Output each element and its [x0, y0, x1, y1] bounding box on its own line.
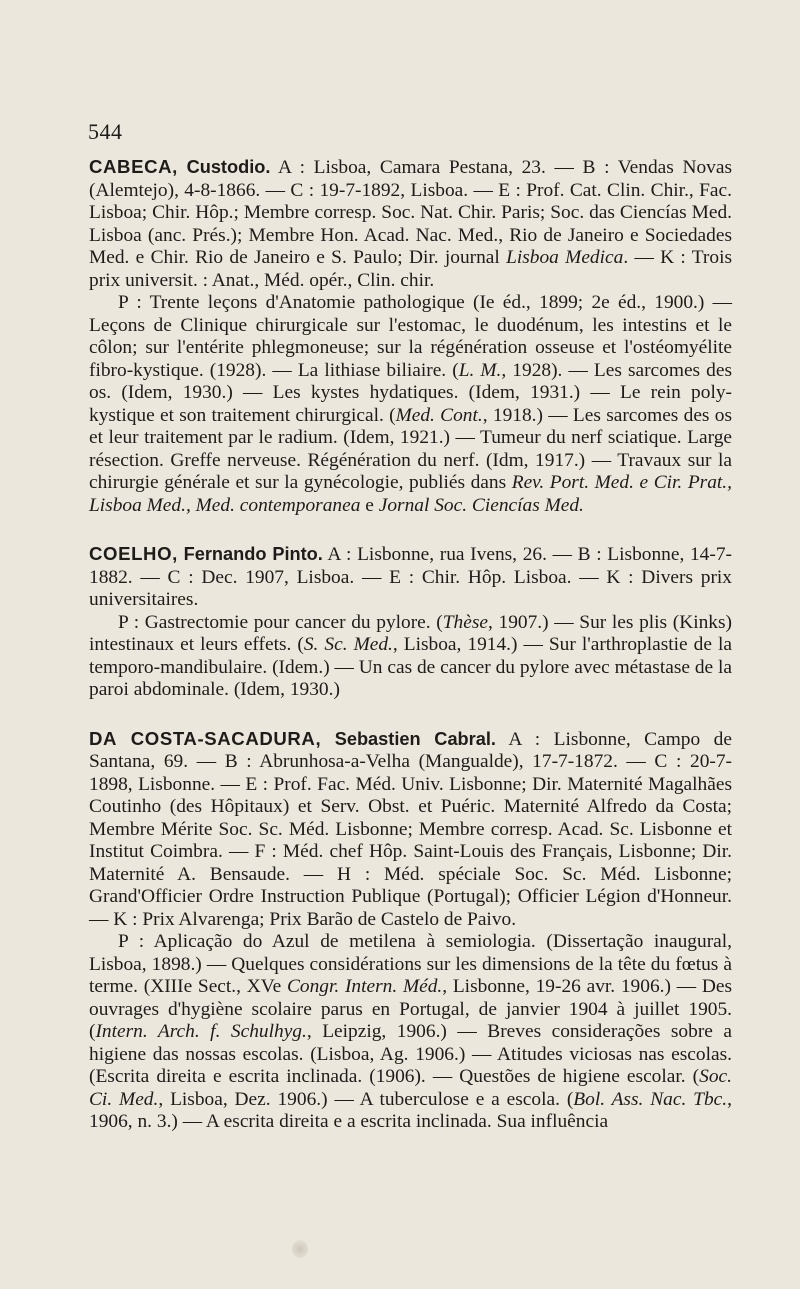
publication-text: , 1928). — Les sarcomes des os. (Idem, 1930.) — Les kystes hydatiques. (Idem, 1931.) — Le rein poly-kystique et son traitement chirurgical. (	[89, 359, 733, 426]
entry-publications	[89, 292, 732, 517]
entry-publications	[89, 612, 732, 702]
publication-text: , Lisboa, Dez. 1906.) — A tuberculose e a escola. (	[158, 1088, 574, 1110]
entry-biography	[89, 156, 732, 292]
paper-stain	[292, 1240, 308, 1258]
entry-biography	[89, 543, 732, 612]
page-number: 544	[88, 119, 123, 144]
publication-text: Thèse	[442, 611, 488, 633]
biography-entry	[89, 728, 732, 1134]
publication-text: e	[360, 494, 379, 516]
entry-given-name: Custodio.	[186, 157, 271, 177]
publication-text: L. M.	[458, 359, 502, 381]
publication-text: Intern. Arch. f. Schulhyg.	[95, 1021, 307, 1042]
publication-text: P : Trente leçons d'Anatomie pathologique (Ie éd., 1899; 2e éd., 1900.) — Leçons de Clinique chirurgicale sur l'estomac, le duodénum, les intestins et le côlon; sur l'entérite phlegmoneuse; sur la régénération osseuse et l'ostéomyélite fibro-kystique. (1928). — La lithiase biliaire. (	[89, 292, 732, 381]
biography-text: A : Lisbonne, Campo de Santana, 69. — B : Abrunhosa-a-Velha (Mangualde), 17-7-1872. — C : 20-7-1898, Lisbonne. — E : Prof. Fac. Méd. Univ. Lisbonne; Dir. Maternité Magalhães Coutinho (des Hôpitaux) et Serv. Obst. et Puéric. Maternité Alfredo da Costa; Membre Mérite Soc. Sc. Méd. Lisbonne; Membre corresp. Acad. Sc. Lisbonne et Institut Coimbra. — F : Méd. chef Hôp. Saint-Louis des Français, Lisbonne; Dir. Maternité A. Bensaude. — H : Méd. spéciale Soc. Sc. Méd. Lisbonne; Grand'Officier Ordre Instruction Publique (Portugal); Officier Légion d'Honneur. — K : Prix Alvarenga; Prix Barão de Castelo de Paivo.	[89, 728, 732, 930]
biography-text: . — K : Trois prix universit. : Anat., Méd. opér., Clin. chir.	[89, 247, 733, 291]
entry-surname: COELHO,	[89, 543, 178, 564]
entry-given-name: Fernando Pinto.	[183, 544, 323, 564]
publication-text: S. Sc. Med.	[303, 634, 393, 655]
entry-surname: DA COSTA-SACADURA,	[89, 727, 322, 749]
biography-text: A : Lisboa, Camara Pestana, 23. — B : Vendas Novas (Alemtejo), 4-8-1866. — C : 19-7-1892, Lisboa. — E : Prof. Cat. Clin. Chir., Fac. Lisboa; Chir. Hôp.; Membre corresp. Soc. Nat. Chir. Paris; Soc. das Ciencías Med. Lisboa (anc. Prés.); Membre Hon. Acad. Nac. Med., Rio de Janeiro e Sociedades Med. e Chir. Rio de Janeiro e S. Paulo; Dir. journal	[89, 157, 732, 268]
publication-text: P : Gastrectomie pour cancer du pylore. (	[118, 611, 443, 633]
biography-entry	[89, 543, 732, 702]
publication-text: Congr. Intern. Méd.	[286, 976, 443, 997]
publication-text: P : Aplicação do Azul de metilena à semiologia. (Dissertação inaugural, Lisboa, 1898.) — Quelques considérations sur les dimensions de la tête du fœtus à terme. (XIIIe Sect., XVe	[89, 931, 732, 997]
entries-column	[89, 156, 732, 1134]
publication-text: , 1907.) — Sur les plis (Kinks) intestinaux et leurs effets. (	[89, 611, 732, 655]
publication-text: Rev. Port. Med. e Cir. Prat., Lisboa Med., Med. contemporanea	[89, 472, 732, 516]
entry-surname: CABECA,	[89, 156, 178, 177]
publication-text: Bol. Ass. Nac. Tbc.	[573, 1088, 728, 1110]
publication-text: Soc. Ci. Med.	[89, 1066, 732, 1110]
publication-text: , 1918.) — Les sarcomes des os et leur traitement par le radium. (Idem, 1921.) — Tumeur du nerf sciatique. Large résection. Greffe nerveuse. Régénération du nerf. (Idm, 1917.) — Travaux sur la chirurgie générale et sur la gynécologie, publiés dans	[89, 404, 732, 493]
biography-entry	[89, 156, 732, 517]
publication-text: , Leipzig, 1906.) — Breves considerações sobre a higiene das nossas escolas. (Lisboa, Ag. 1906.) — Atitudes viciosas nas escolas. (Escrita direita e escrita inclinada. (1906). — Questões de higiene escolar. (	[89, 1021, 732, 1087]
biography-text: A : Lisbonne, rua Ivens, 26. — B : Lisbonne, 14-7-1882. — C : Dec. 1907, Lisboa. — E : Chir. Hôp. Lisboa. — K : Divers prix universitaires.	[89, 544, 732, 610]
publication-text: , Lisboa, 1914.) — Sur l'arthroplastie de la temporo-mandibulaire. (Idem.) — Un cas de cancer du pylore avec métastase de la paroi abdominale. (Idem, 1930.)	[89, 634, 732, 700]
biography-text: Lisboa Medica	[506, 247, 624, 268]
publication-text: , 1906, n. 3.) — A escrita direita e a escrita inclinada. Sua influência	[89, 1088, 732, 1132]
entry-biography	[89, 728, 732, 932]
publication-text: , Lisbonne, 19-26 avr. 1906.) — Des ouvrages d'hygiène scolaire parus en Portugal, de janvier 1904 à juillet 1905. (	[89, 976, 732, 1042]
publication-text: Jornal Soc. Ciencías Med.	[378, 494, 584, 516]
publication-text: Med. Cont.	[395, 404, 483, 426]
entry-publications	[89, 931, 732, 1134]
entry-given-name: Sebastien Cabral.	[334, 728, 496, 749]
